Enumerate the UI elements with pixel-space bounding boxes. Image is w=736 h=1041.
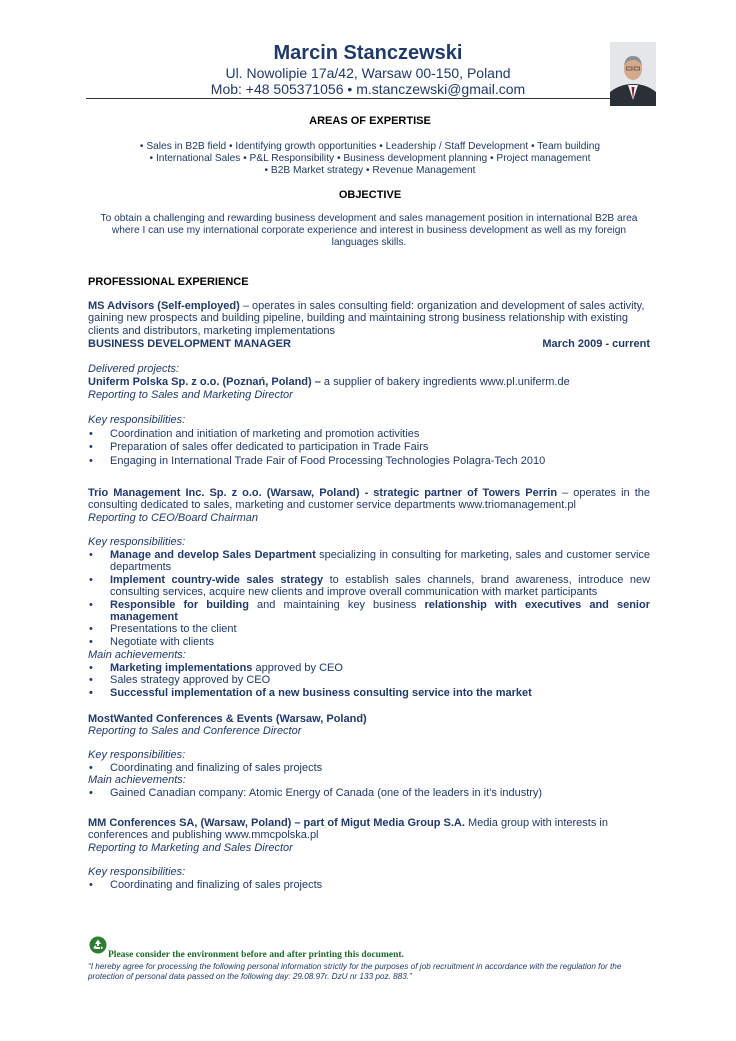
list-item: • Sales strategy approved by CEO [88,674,650,686]
ms-description: – operates in sales consulting field: organization and development of sales activity, gaining new prospects and building pipeline, building and maintaining strong business relationship with existing clients and distributors, marketing implementations [88,300,645,337]
contact-line: Mob: +48 505371056 • m.stanczewski@gmail.com [210,81,526,97]
ms-responsibilities [88,428,650,468]
profile-photo [610,42,656,106]
trio-ach-label: Main achievements: [88,649,186,661]
list-item: • Coordinating and finalizing of sales projects [88,762,650,774]
expertise-line-3: • B2B Market strategy • Revenue Management [264,165,476,176]
ms-client-desc: a supplier of bakery ingredients www.pl.uniferm.de [320,376,570,388]
ms-advisors-summary [88,300,650,337]
trio-r1-rest: specializing in consulting for marketing, sales and customer service departments [110,549,651,574]
objective-heading: OBJECTIVE [338,189,402,201]
mostwanted-responsibilities [88,762,650,774]
trio-r2-rest: to establish sales channels, brand awareness, introduce new consulting services, acquire new clients and improve overall communication with market participants [110,573,651,599]
mostwanted-ach-label: Main achievements: [88,774,186,786]
list-item: • Coordination and initiation of marketing and promotion activities [88,428,650,441]
list-item: • Engaging in International Trade Fair of Food Processing Technologies Polagra-Tech 2010 [88,455,650,468]
trio-r2-bold: Implement country-wide sales strategy [110,573,324,586]
expertise-heading: AREAS OF EXPERTISE [309,115,431,127]
ms-delivered-label: Delivered projects: [88,363,180,375]
ms-position: BUSINESS DEVELOPMENT MANAGER [88,338,291,350]
list-item: • Coordinating and finalizing of sales projects [88,879,650,891]
eco-notice: Please consider the environment before and after printing this document. [108,950,404,960]
ms-dates: March 2009 - current [542,338,650,350]
mostwanted-resp-label: Key responsibilities: [88,749,186,761]
ms-client-name: Uniferm Polska Sp. z o.o. (Poznań, Poland) – [88,376,321,388]
objective-text: To obtain a challenging and rewarding business development and sales management position in international B2B area where I can use my international corporate experience and interest in business development as well as my foreign languages skills. [100,213,638,249]
trio-r3-bold2: relationship with executives and senior management [110,598,650,624]
mm-summary [88,817,628,842]
trio-company: Trio Management Inc. Sp. z o.o. (Warsaw, Poland) - strategic partner of Towers Perrin [88,487,558,499]
mostwanted-company: MostWanted Conferences & Events (Warsaw, Poland) [88,713,367,725]
data-consent: “I hereby agree for processing the following personal information strictly for the purposes of job recruitment in accordance with the regulation for the protection of personal data passed on the following day: 29.08.97r. DzU nr 133 poz. 883.” [88,962,622,981]
mm-resp-label: Key responsibilities: [88,866,186,878]
mm-reporting: Reporting to Marketing and Sales Director [88,842,293,854]
list-item [88,574,650,599]
list-item: • Successful implementation of a new business consulting service into the market [88,687,650,699]
trio-a1-bold: Marketing implementations [110,662,253,674]
mostwanted-achievements [88,787,650,799]
ms-company: MS Advisors (Self-employed) [88,300,240,312]
trio-r1-bold: Manage and develop Sales Department [110,549,316,561]
experience-heading: PROFESSIONAL EXPERIENCE [88,276,249,288]
expertise-line-1: • Sales in B2B field • Identifying growth opportunities • Leadership / Staff Development • Team building [139,141,601,152]
trio-summary [88,487,650,512]
candidate-name: Marcin Stanczewski [273,42,463,64]
list-item: • Gained Canadian company: Atomic Energy of Canada (one of the leaders in it’s industry) [88,787,650,799]
trio-description: – operates in the consulting dedicated to sales, marketing and customer service departments www.triomanagement.pl [88,487,650,512]
expertise-line-2: • International Sales • P&L Responsibility • Business development planning • Project management [149,153,591,164]
ms-resp-label: Key responsibilities: [88,414,186,426]
header-divider [86,98,654,99]
list-item: • Preparation of sales offer dedicated to participation in Trade Fairs [88,441,650,454]
trio-r3-bold: Responsible for building [110,598,249,611]
profile-photo-icon [610,42,656,106]
trio-achievements [88,662,650,699]
list-item: • Negotiate with clients [88,636,650,648]
trio-responsibilities [88,549,650,648]
trio-reporting: Reporting to CEO/Board Chairman [88,512,258,524]
list-item [88,599,650,624]
list-item [88,549,650,574]
mm-responsibilities [88,879,650,891]
ms-reporting: Reporting to Sales and Marketing Director [88,389,293,401]
recycle-icon [89,936,107,954]
trio-r3-mid: and maintaining key business [248,598,425,611]
ms-client [88,376,570,388]
trio-a1-rest: approved by CEO [252,662,343,674]
mm-description: Media group with interests in conferences and publishing www.mmcpolska.pl [88,817,608,842]
mm-company: MM Conferences SA, (Warsaw, Poland) – part of Migut Media Group S.A. [88,817,465,829]
list-item: • Presentations to the client [88,623,650,635]
trio-resp-label: Key responsibilities: [88,536,186,548]
address: Ul. Nowolipie 17a/42, Warsaw 00-150, Poland [225,65,511,81]
list-item [88,662,650,674]
mostwanted-reporting: Reporting to Sales and Conference Director [88,725,302,737]
